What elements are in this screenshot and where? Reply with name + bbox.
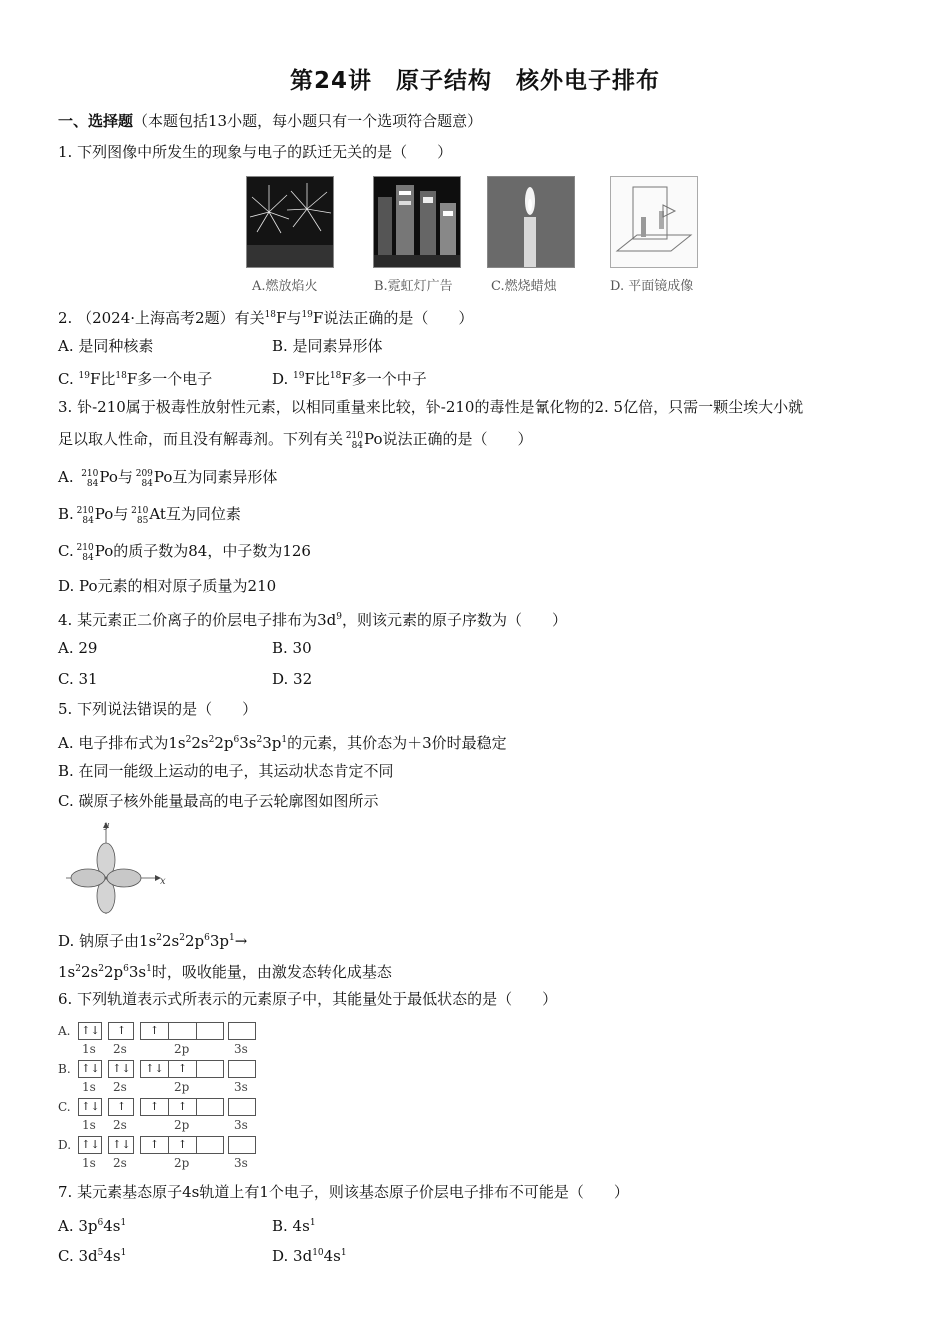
q2-d-pre: D. [272, 370, 294, 388]
orbital-cell [229, 1137, 256, 1153]
term: 2p [185, 932, 205, 950]
q7-a-pre: A. 3p [58, 1217, 98, 1235]
q3-option-b [58, 503, 241, 527]
sup: 1 [281, 735, 288, 745]
orbital-label: 2p [174, 1042, 190, 1056]
q2-c-post: F多一个电子 [126, 370, 213, 388]
term: 3s [239, 734, 257, 752]
orbital-label: 3s [234, 1156, 248, 1170]
q2-d-mid: F比 [304, 370, 330, 388]
q5-a-post: 的元素，其价态为＋3价时最稳定 [287, 734, 507, 752]
orbital-label: 1s [82, 1080, 96, 1094]
orbital-cell: ↑↓ [81, 1100, 100, 1113]
q4-stem-pre: 4. 某元素正二价离子的价层电子排布为3d [58, 611, 337, 629]
iso-number: 85 [136, 516, 149, 526]
q5-option-d [58, 928, 247, 951]
orbital-cell: ↑↓ [81, 1062, 100, 1075]
orbital-cell [229, 1099, 256, 1115]
orbital-box-1s [78, 1060, 102, 1078]
q2-stem-m1: F与 [276, 309, 302, 327]
lobe-right [107, 869, 141, 887]
term: 4s [323, 1247, 341, 1265]
lobe-left [71, 869, 105, 887]
sup: 1 [229, 933, 235, 943]
term: 3p [209, 932, 230, 950]
q3-a-pre: A. [58, 468, 79, 486]
orbital-box-2s [108, 1136, 134, 1154]
q2-d-post: F多一个中子 [341, 370, 427, 388]
term: 2s [80, 963, 99, 981]
sup: 1 [146, 964, 152, 974]
q6-stem: 6. 下列轨道表示式所表示的元素原子中，其能量处于最低状态的是（ ） [58, 990, 558, 1008]
q7-option-d [272, 1243, 347, 1266]
candle-graphic [488, 177, 574, 267]
orbital-box-3s [228, 1060, 256, 1078]
orbital-box-1s [78, 1136, 102, 1154]
sup: 2 [156, 933, 163, 943]
q4-option-b: B. 30 [272, 639, 312, 657]
candle-image [487, 176, 575, 268]
q2-c-mid: F比 [89, 370, 116, 388]
fireworks-image [246, 176, 334, 268]
term: 2p [103, 963, 124, 981]
q4-stem-sup: 9 [336, 612, 342, 622]
q2-mass19: 19 [301, 310, 313, 320]
sup: 1 [120, 1218, 127, 1228]
q7-d-pre: D. 3d [272, 1247, 313, 1265]
term: 4s [103, 1217, 121, 1235]
q2-option-a: A. 是同种核素 [58, 337, 154, 355]
term: 2s [191, 734, 209, 752]
sup: 1 [340, 1248, 347, 1258]
orbital-label: 2s [113, 1118, 127, 1132]
orbital-cell: ↑↓ [81, 1138, 100, 1151]
orbital-label: 2s [113, 1156, 127, 1170]
fireworks-graphic [247, 177, 333, 267]
orbital-cell [197, 1137, 224, 1153]
q2-stem-m2: F说法正确的是（ ） [312, 309, 474, 327]
orbital-cell: ↑↓ [81, 1024, 100, 1037]
sup: 2 [208, 735, 215, 745]
orbital-box-2p [140, 1060, 224, 1078]
term: 3p [262, 734, 282, 752]
orbital-cell: ↑↓ [112, 1138, 131, 1151]
mirror-image [610, 176, 698, 268]
q3-b-pre: B. [58, 505, 74, 523]
orbital-box-2s [108, 1060, 134, 1078]
q2-d-mass19: 19 [293, 371, 305, 381]
q5-stem: 5. 下列说法错误的是（ ） [58, 700, 258, 718]
q3-c-post: Po的质子数为84，中子数为126 [94, 542, 311, 560]
orbital-label: 1s [82, 1118, 96, 1132]
q7-option-b [272, 1213, 316, 1236]
orbital-box-2s [108, 1098, 134, 1116]
q3-line1: 3. 钋-210属于极毒性放射性元素，以相同重量来比较，钋-210的毒性是氰化物的2. 5亿倍，只需一颗尘埃大小就 [58, 398, 804, 416]
section-header [58, 111, 482, 131]
arrow: → [234, 932, 248, 950]
term: 2p [214, 734, 234, 752]
q6-option-label: D. [58, 1138, 72, 1152]
q5-option-b: B. 在同一能级上运动的电子，其运动状态肯定不同 [58, 762, 394, 780]
q3-c-pre: C. [58, 542, 74, 560]
sup: 5 [97, 1248, 104, 1258]
sup: 2 [256, 735, 263, 745]
orbital-cell [197, 1099, 224, 1115]
orbital-box-1s [78, 1022, 102, 1040]
orbital-cell [229, 1061, 256, 1077]
q3-c-iso [74, 540, 94, 564]
iso-mass: 210 [345, 431, 364, 441]
orbital-cell [169, 1023, 197, 1039]
iso-number: 84 [351, 441, 364, 451]
p-orbital-diagram [60, 818, 170, 916]
page-title: 第24讲 原子结构 核外电子排布 [289, 68, 660, 94]
q2-option-c [58, 366, 212, 389]
orbital-label: 3s [234, 1042, 248, 1056]
iso-number: 84 [82, 553, 94, 563]
orbital-box-2s [108, 1022, 134, 1040]
orbital-cell: ↑ [116, 1100, 127, 1113]
sup: 6 [204, 933, 210, 943]
orbital-label: 2s [113, 1080, 127, 1094]
q2-mass18: 18 [264, 310, 277, 320]
orbital-box-2p [140, 1098, 224, 1116]
orbital-label: 1s [82, 1042, 96, 1056]
orbital-cell: ↑ [116, 1024, 127, 1037]
orbital-cell: ↑ [169, 1061, 197, 1077]
q4-stem [58, 607, 567, 630]
q1-caption-c: C.燃烧蜡烛 [491, 279, 557, 294]
orbital-box-1s [78, 1098, 102, 1116]
sup: 2 [98, 964, 104, 974]
sup: 6 [123, 964, 129, 974]
mirror-graphic [611, 177, 697, 267]
x-axis-label: x [160, 876, 166, 887]
orbital-label: 2s [113, 1042, 127, 1056]
orbital-cell: ↑ [141, 1137, 169, 1153]
q3-a-iso2 [133, 466, 153, 490]
sup: 1 [120, 1248, 127, 1258]
orbital-cell: ↑ [141, 1099, 169, 1115]
q2-c-pre: C. [58, 370, 79, 388]
q2-c-mass18: 18 [115, 371, 127, 381]
orbital-cell: ↑ [141, 1023, 169, 1039]
q2-option-b: B. 是同素异形体 [272, 337, 383, 355]
q1-caption-b: B.霓虹灯广告 [374, 279, 453, 294]
neon-sign-image [373, 176, 461, 268]
iso-number: 84 [141, 479, 153, 489]
q2-stem [58, 305, 473, 328]
q1-stem: 1. 下列图像中所发生的现象与电子的跃迁无关的是（ ） [58, 143, 453, 161]
q3-b-mid: Po与 [94, 505, 129, 523]
q3-b-post: At互为同位素 [149, 505, 241, 523]
iso-mass: 209 [135, 469, 153, 479]
term: 4s [103, 1247, 121, 1265]
q2-d-mass18: 18 [329, 371, 342, 381]
q5-d2-post: 时，吸收能量，由激发态转化成基态 [151, 963, 392, 981]
orbital-cell [197, 1061, 224, 1077]
q6-option-label: C. [58, 1100, 71, 1114]
orbital-cell [197, 1023, 224, 1039]
q1-caption-a: A.燃放焰火 [252, 279, 318, 294]
orbital-box-2p [140, 1022, 224, 1040]
q3-b-iso2 [128, 503, 148, 527]
term: 2s [162, 932, 180, 950]
orbital-box-3s [228, 1136, 256, 1154]
term: 3s [128, 963, 147, 981]
sup: 10 [312, 1248, 324, 1258]
q7-option-c [58, 1243, 126, 1266]
sup: 2 [75, 964, 81, 974]
q3-option-c [58, 540, 311, 564]
orbital-box-3s [228, 1098, 256, 1116]
sup: 2 [179, 933, 185, 943]
q2-c-mass19: 19 [78, 371, 90, 381]
section-note: （本题包括13小题，每小题只有一个选项符合题意） [133, 112, 483, 130]
q3-option-d: D. Po元素的相对原子质量为210 [58, 577, 277, 595]
orbital-cell [229, 1023, 256, 1039]
q2-option-d [272, 366, 427, 389]
q3-po210-isotope [343, 428, 363, 452]
sup: 6 [97, 1218, 104, 1228]
orbital-cell: ↑↓ [112, 1062, 131, 1075]
q7-option-a [58, 1213, 126, 1236]
q1-caption-d: D. 平面镜成像 [610, 279, 694, 294]
orbital-label: 1s [82, 1156, 96, 1170]
neon-street-graphic [374, 177, 460, 267]
orbital-label: 2p [174, 1080, 190, 1094]
orbital-cell: ↑ [169, 1099, 197, 1115]
q3-line2-post: Po说法正确的是（ ） [364, 430, 533, 448]
orbital-label: 3s [234, 1118, 248, 1132]
iso-mass: 210 [81, 469, 99, 479]
orbital-label: 3s [234, 1080, 248, 1094]
q5-option-a [58, 730, 507, 753]
iso-number: 84 [86, 479, 99, 489]
q2-stem-pre: 2. （2024·上海高考2题）有关 [58, 309, 265, 327]
q3-line2-pre: 足以取人性命，而且没有解毒剂。下列有关 [58, 430, 344, 448]
q5-option-c: C. 碳原子核外能量最高的电子云轮廓图如图所示 [58, 792, 379, 810]
q5-a-pre: A. 电子排布式为1s [58, 734, 186, 752]
q3-option-a [58, 466, 277, 490]
q7-b-pre: B. 4s [272, 1217, 310, 1235]
q5-option-d-line2: $1s^22s^22p^63s^1$时，吸收能量，由激发态转化成基态 [58, 963, 392, 981]
y-axis-label: y [104, 821, 110, 831]
q6-option-label: B. [58, 1062, 71, 1076]
orbital-box-3s [228, 1022, 256, 1040]
q4-option-c: C. 31 [58, 670, 98, 688]
q7-stem: 7. 某元素基态原子4s轨道上有1个电子，则该基态原子价层电子排布不可能是（ ） [58, 1183, 629, 1201]
orbital-cell: ↑ [169, 1137, 197, 1153]
sup: 6 [233, 735, 240, 745]
q4-stem-post: ，则该元素的原子序数为（ ） [341, 611, 567, 629]
sup: 1 [309, 1218, 316, 1228]
q4-option-a: A. 29 [58, 639, 98, 657]
q4-option-d: D. 32 [272, 670, 313, 688]
sup: 2 [185, 735, 192, 745]
iso-number: 84 [82, 516, 94, 526]
orbital-label: 2p [174, 1118, 190, 1132]
q6-option-label: A. [58, 1024, 71, 1038]
q3-a-iso1 [78, 466, 98, 490]
iso-mass: 210 [76, 543, 94, 553]
q3-line2 [58, 428, 533, 452]
q7-c-pre: C. 3d [58, 1247, 98, 1265]
iso-mass: 210 [76, 506, 94, 516]
q3-b-iso1 [74, 503, 94, 527]
q3-a-post: Po互为同素异形体 [153, 468, 278, 486]
q5-d-pre: D. 钠原子由1s [58, 932, 157, 950]
iso-mass: 210 [131, 506, 149, 516]
orbital-box-2p [140, 1136, 224, 1154]
section-title: 一、选择题 [58, 112, 134, 130]
orbital-cell: ↑↓ [141, 1061, 169, 1077]
q3-a-mid: Po与 [99, 468, 133, 486]
orbital-label: 2p [174, 1156, 190, 1170]
